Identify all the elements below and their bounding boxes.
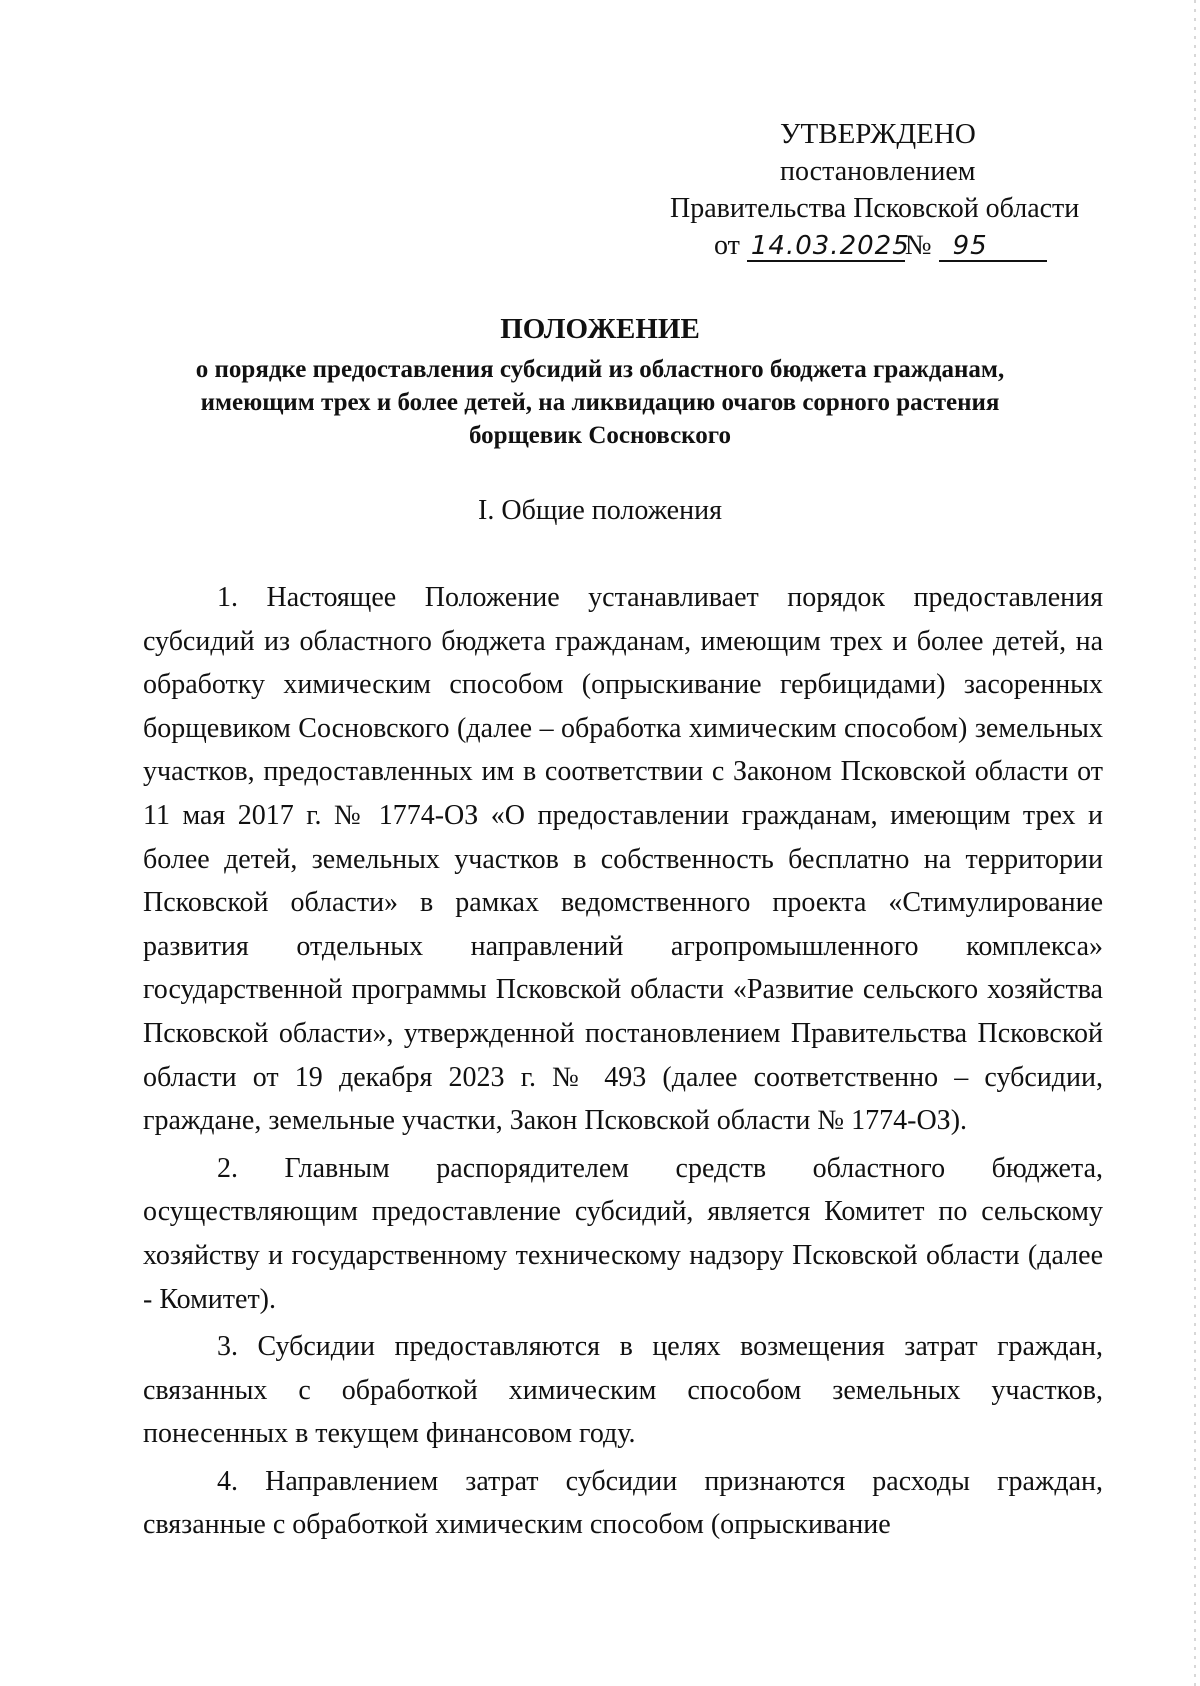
handwritten-date: 14.03.2025	[747, 232, 905, 262]
scan-edge-artifact	[1194, 0, 1196, 1686]
document-body	[143, 576, 1103, 1551]
paragraph-4: 4. Направлением затрат субсидии признаются расходы граждан, связанные с обработкой химическим способом (опрыскивание	[143, 1465, 1103, 1541]
document-title: ПОЛОЖЕНИЕ	[500, 313, 700, 345]
approval-block	[600, 116, 1100, 264]
section-heading: I. Общие положения	[478, 495, 722, 526]
approval-decree-label: постановлением	[780, 156, 976, 187]
approval-date-line	[600, 227, 1100, 264]
approval-government: Правительства Псковской области	[670, 193, 1080, 224]
document-subtitle: о порядке предоставления субсидий из областного бюджета гражданам, имеющим трех и более детей, на ликвидацию очагов сорного растения борщевик Сосновского	[195, 356, 1005, 449]
paragraph-3: 3. Субсидии предоставляются в целях возмещения затрат граждан, связанных с обработкой химическим способом земельных участков, понесенных в текущем финансовом году.	[143, 1331, 1103, 1450]
approval-heading: УТВЕРЖДЕНО	[780, 118, 976, 150]
handwritten-number: 95	[939, 232, 1047, 262]
paragraph-1: 1. Настоящее Положение устанавливает порядок предоставления субсидий из областного бюджета гражданам, имеющим трех и более детей, на обработку химическим способом (опрыскивание гербицидами) засоренных борщевиком Сосновского (далее – обработка химическим способом) земельных участков, предоставленных им в соответствии с Законом Псковской области от 11 мая 2017 г. № 1774-ОЗ «О предоставлении гражданам, имеющим трех и более детей, земельных участков в собственность бесплатно на территории Псковской области» в рамках ведомственного проекта «Стимулирование развития отдельных направлений агропромышленного комплекса» государственной программы Псковской области «Развитие сельского хозяйства Псковской области», утвержденной постановлением Правительства Псковской области от 19 декабря 2023 г. № 493 (далее соответственно – субсидии, граждане, земельные участки, Закон Псковской области № 1774-ОЗ).	[143, 582, 1103, 1137]
date-prefix: от	[714, 230, 740, 261]
paragraph-2: 2. Главным распорядителем средств областного бюджета, осуществляющим предоставление субсидий, является Комитет по сельскому хозяйству и государственному техническому надзору Псковской области (далее - Комитет).	[143, 1152, 1103, 1315]
number-sign: №	[904, 230, 932, 261]
